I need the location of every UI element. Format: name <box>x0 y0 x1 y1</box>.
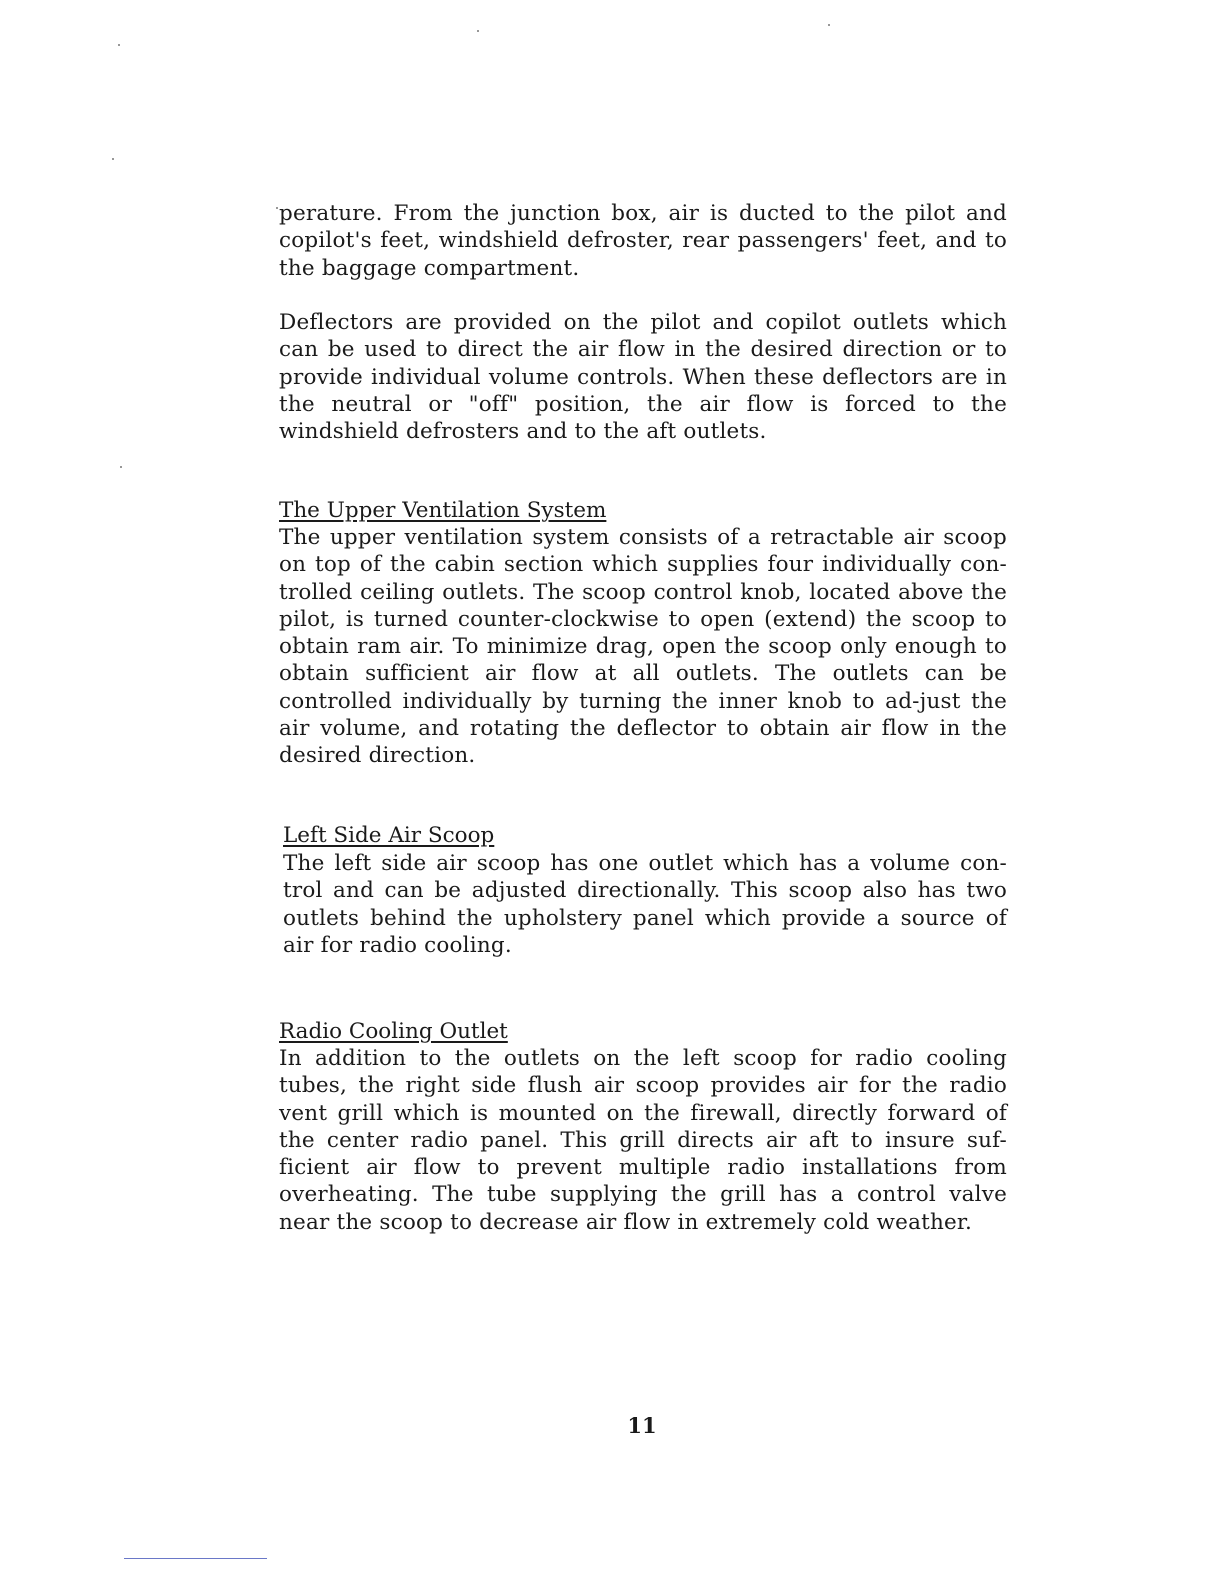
scan-speck <box>477 30 479 32</box>
scan-speck <box>120 466 122 468</box>
intro-paragraph-text: perature. From the junction box, air is ducted to the pilot and copilot's feet, windshield defroster, rear passengers' feet, and to the baggage compartment. <box>279 201 1007 281</box>
intro-paragraph <box>279 200 1007 282</box>
deflectors-paragraph <box>279 309 1007 445</box>
upper-ventilation-text: The upper ventilation system consists of a retractable air scoop on top of the cabin section which supplies four individually con-trolled ceiling outlets. The scoop control knob, located above the pilot, is turned counter-clockwise to open (extend) the scoop to obtain ram air. To minimize drag, open the scoop only enough to obtain sufficient air flow at all outlets. The outlets can be controlled individually by turning the inner knob to ad-just the air volume, and rotating the deflector to obtain air flow in the desired direction. <box>279 525 1007 769</box>
page-number: 11 <box>627 1413 657 1438</box>
scan-speck <box>276 207 278 209</box>
left-side-air-scoop-text: The left side air scoop has one outlet which has a volume con-trol and can be adjusted directionally. This scoop also has two outlets behind the upholstery panel which provide a source of air for radio cooling. <box>283 851 1007 958</box>
deflectors-paragraph-text: Deflectors are provided on the pilot and copilot outlets which can be used to direct the air flow in the desired direction or to provide individual volume controls. When these deflectors are in the neutral or "off" position, the air flow is forced to the windshield defrosters and to the aft outlets. <box>279 310 1007 445</box>
scan-speck <box>828 24 830 26</box>
scan-speck <box>112 158 114 160</box>
radio-cooling-outlet-text: In addition to the outlets on the left scoop for radio cooling tubes, the right side flush air scoop provides air for the radio vent grill which is mounted on the firewall, directly forward of the center radio panel. This grill directs air aft to insure suf-ficient air flow to prevent multiple radio installations from overheating. The tube supplying the grill has a control valve near the scoop to decrease air flow in extremely cold weather. <box>279 1046 1007 1235</box>
radio-cooling-outlet-paragraph <box>279 1045 1007 1236</box>
radio-cooling-outlet-heading: Radio Cooling Outlet <box>279 1019 508 1044</box>
left-side-air-scoop-paragraph <box>283 850 1007 959</box>
bottom-margin-rule <box>124 1558 267 1559</box>
left-side-air-scoop-heading: Left Side Air Scoop <box>283 823 495 848</box>
upper-ventilation-paragraph <box>279 524 1007 770</box>
scan-speck <box>118 44 120 46</box>
upper-ventilation-heading: The Upper Ventilation System <box>279 498 607 523</box>
